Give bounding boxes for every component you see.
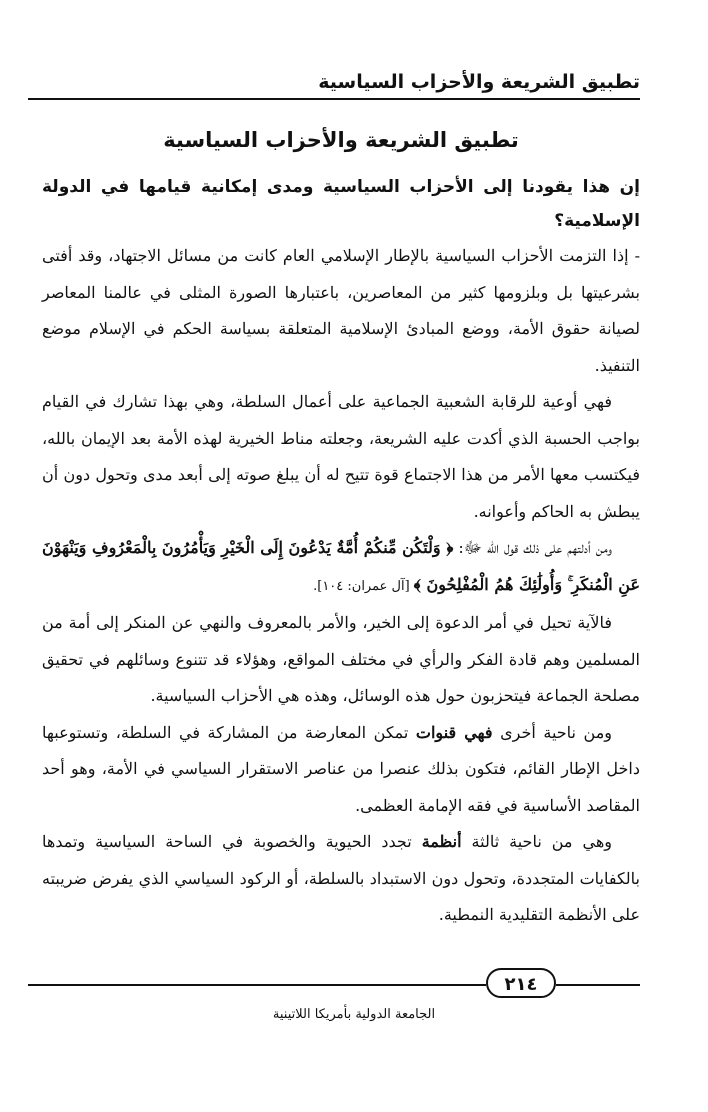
page-number: ٢١٤ <box>486 968 556 998</box>
paragraph-5 <box>42 715 640 825</box>
running-header-title: تطبيق الشريعة والأحزاب السياسية <box>318 71 640 93</box>
paragraph-5-rest: تمكن المعارضة من المشاركة في السلطة، وتستوعبها داخل الإطار القائم، فتكون بذلك عنصرا من عناصر الاستقرار السياسي في الأمة، وهو أحد المقاصد الأساسية في فقه الإمامة العظمى. <box>42 722 640 815</box>
header-rule <box>28 98 640 100</box>
paragraph-1: - إذا التزمت الأحزاب السياسية بالإطار الإسلامي العام كانت من مسائل الاجتهاد، وقد أفتى بشرعيتها بل وبلزومها كثير من المعاصرين، باعتبارها الصورة المثلى في عالمنا المعاصر لصيانة حقوق الأمة، ووضع المبادئ الإسلامية المتعلقة بسياسة الحكم في الإسلام موضع التنفيذ. <box>42 246 641 375</box>
quran-verse: ﴿ وَلْتَكُن مِّنكُمْ أُمَّةٌ يَدْعُونَ إِلَى الْخَيْرِ وَيَأْمُرُونَ بِالْمَعْرُوفِ وَيَنْهَوْنَ عَنِ الْمُنكَرِ ۚ وَأُولَٰئِكَ هُمُ الْمُفْلِحُونَ ﴾ <box>42 538 640 594</box>
section-title: تطبيق الشريعة والأحزاب السياسية <box>163 128 519 152</box>
footer-rule-left <box>28 984 486 986</box>
footer-rule-right <box>556 984 640 986</box>
page-body <box>42 118 640 934</box>
question-paragraph: إن هذا يقودنا إلى الأحزاب السياسية ومدى إمكانية قيامها في الدولة الإسلامية؟ <box>42 177 640 231</box>
paragraph-6-lead: وهي من ناحية ثالثة <box>461 832 612 851</box>
paragraph-4: فالآية تحيل في أمر الدعوة إلى الخير، والأمر بالمعروف والنهي عن المنكر إلى أمة من المسلمين وهم قادة الفكر والرأي في مختلف المواقع، وهؤلاء قد تتنوع وسائلهم في تحقيق مصلحة الجماعة فيتحزبون حول هذه الوسائل، وهذه هي الأحزاب السياسية. <box>42 613 640 705</box>
verse-citation: [آل عمران: ١٠٤]. <box>313 578 414 594</box>
paragraph-5-lead: ومن ناحية أخرى <box>492 722 613 742</box>
paragraph-5-bold: فهي قنوات <box>415 722 493 742</box>
paragraph-6-bold: أنظمة <box>421 832 462 851</box>
paragraph-3 <box>42 530 640 605</box>
paragraph-6 <box>42 824 640 934</box>
paragraph-6-rest: تجدد الحيوية والخصوبة في الساحة السياسية وتمدها بالكفايات المتجددة، وتحول دون الاستبداد بالسلطة، أو الركود السياسي الذي يفرض ضريبته على الأنظمة التقليدية النمطية. <box>42 832 640 924</box>
paragraph-3-intro: ومن أدلتهم على ذلك قول الله ﷻ: <box>453 538 612 557</box>
university-footer: الجامعة الدولية بأمريكا اللاتينية <box>272 1007 436 1022</box>
paragraph-2: فهي أوعية للرقابة الشعبية الجماعية على أعمال السلطة، وهي بهذا تشارك في القيام بواجب الحسبة الذي أكدت عليه الشريعة، وجعلته مناط الخيرية لهذه الأمة بعد الإيمان بالله، فيكتسب معها الأمر من هذا الاجتماع قوة تتيح له أن يبلغ صوته إلى أبعد مدى وتحول دون أن يبطش به الحاكم وأعوانه. <box>42 392 640 521</box>
